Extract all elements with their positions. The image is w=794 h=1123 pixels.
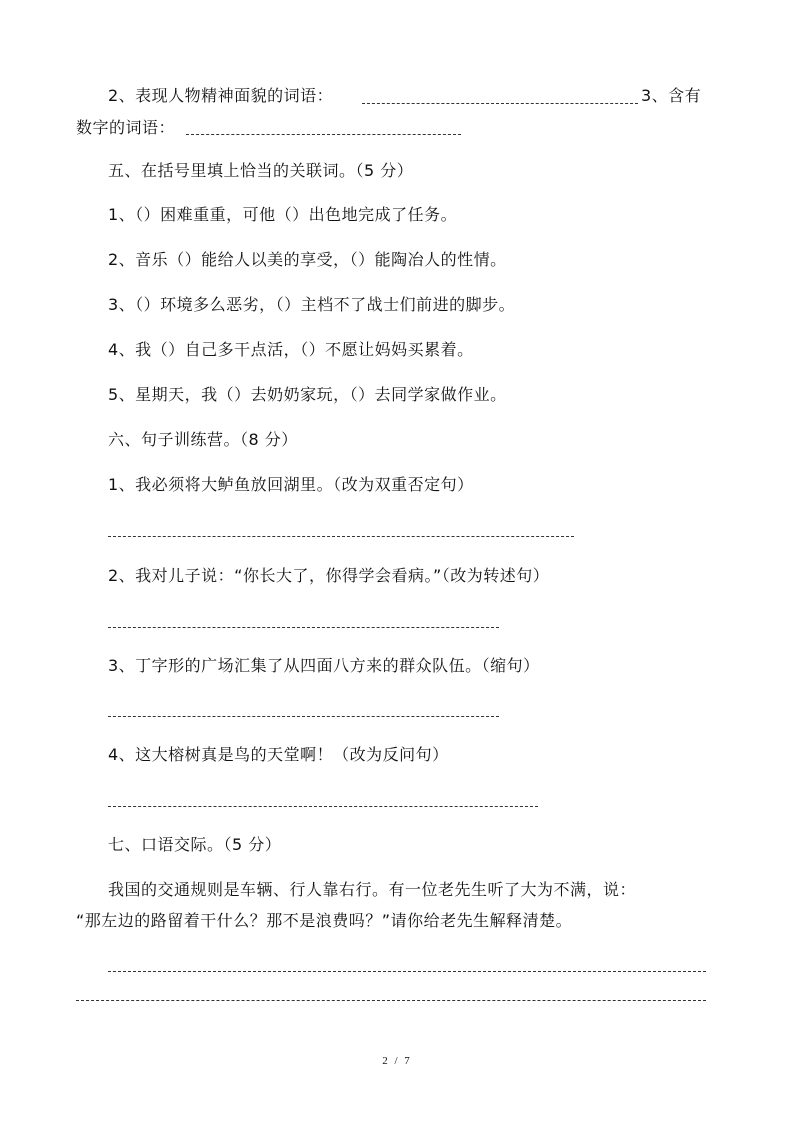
s5-item-4: 4、我（）自己多干点活，（）不愿让妈妈买累着。 bbox=[108, 340, 474, 359]
answer-line-s6-2[interactable] bbox=[108, 627, 499, 628]
answer-blank-s4-2[interactable] bbox=[362, 103, 638, 104]
answer-line-s6-1[interactable] bbox=[108, 536, 574, 537]
s6-item-1: 1、我必须将大鲈鱼放回湖里。（改为双重否定句） bbox=[108, 475, 474, 494]
s5-item-5: 5、星期天，我（）去奶奶家玩，（）去同学家做作业。 bbox=[108, 385, 507, 404]
s5-item-3: 3、（）环境多么恶劣，（）主档不了战士们前进的脚步。 bbox=[108, 295, 516, 314]
answer-line-s6-4[interactable] bbox=[108, 806, 538, 807]
page-number: 2 / 7 bbox=[382, 1055, 412, 1067]
s6-item-3: 3、丁字形的广场汇集了从四面八方来的群众队伍。（缩句） bbox=[108, 656, 540, 675]
answer-blank-s4-3[interactable] bbox=[186, 134, 461, 135]
section-7-heading: 七、口语交际。（5 分） bbox=[108, 835, 282, 854]
answer-line-s7-1[interactable] bbox=[108, 971, 706, 972]
s4-item-3-cont: 数字的词语： bbox=[76, 118, 176, 137]
section-6-heading: 六、句子训练营。（8 分） bbox=[108, 430, 298, 449]
s6-item-4: 4、这大榕树真是鸟的天堂啊！（改为反问句） bbox=[108, 745, 449, 764]
answer-line-s7-2[interactable] bbox=[76, 1000, 706, 1001]
answer-line-s6-3[interactable] bbox=[108, 716, 499, 717]
s7-paragraph-line-1: 我国的交通规则是车辆、行人靠右行。有一位老先生听了大为不满，说： bbox=[108, 880, 637, 899]
s7-paragraph-line-2: “那左边的路留着干什么？那不是浪费吗？”请你给老先生解释清楚。 bbox=[76, 911, 573, 930]
s6-item-2: 2、我对儿子说：“你长大了，你得学会看病。”（改为转述句） bbox=[108, 566, 550, 585]
s4-item-3: 3、含有 bbox=[641, 86, 702, 105]
s5-item-1: 1、（）困难重重，可他（）出色地完成了任务。 bbox=[108, 205, 458, 224]
s5-item-2: 2、音乐（）能给人以美的享受，（）能陶冶人的性情。 bbox=[108, 250, 507, 269]
s4-item-2: 2、表现人物精神面貌的词语： bbox=[108, 86, 334, 105]
section-5-heading: 五、在括号里填上恰当的关联词。（5 分） bbox=[108, 161, 414, 180]
